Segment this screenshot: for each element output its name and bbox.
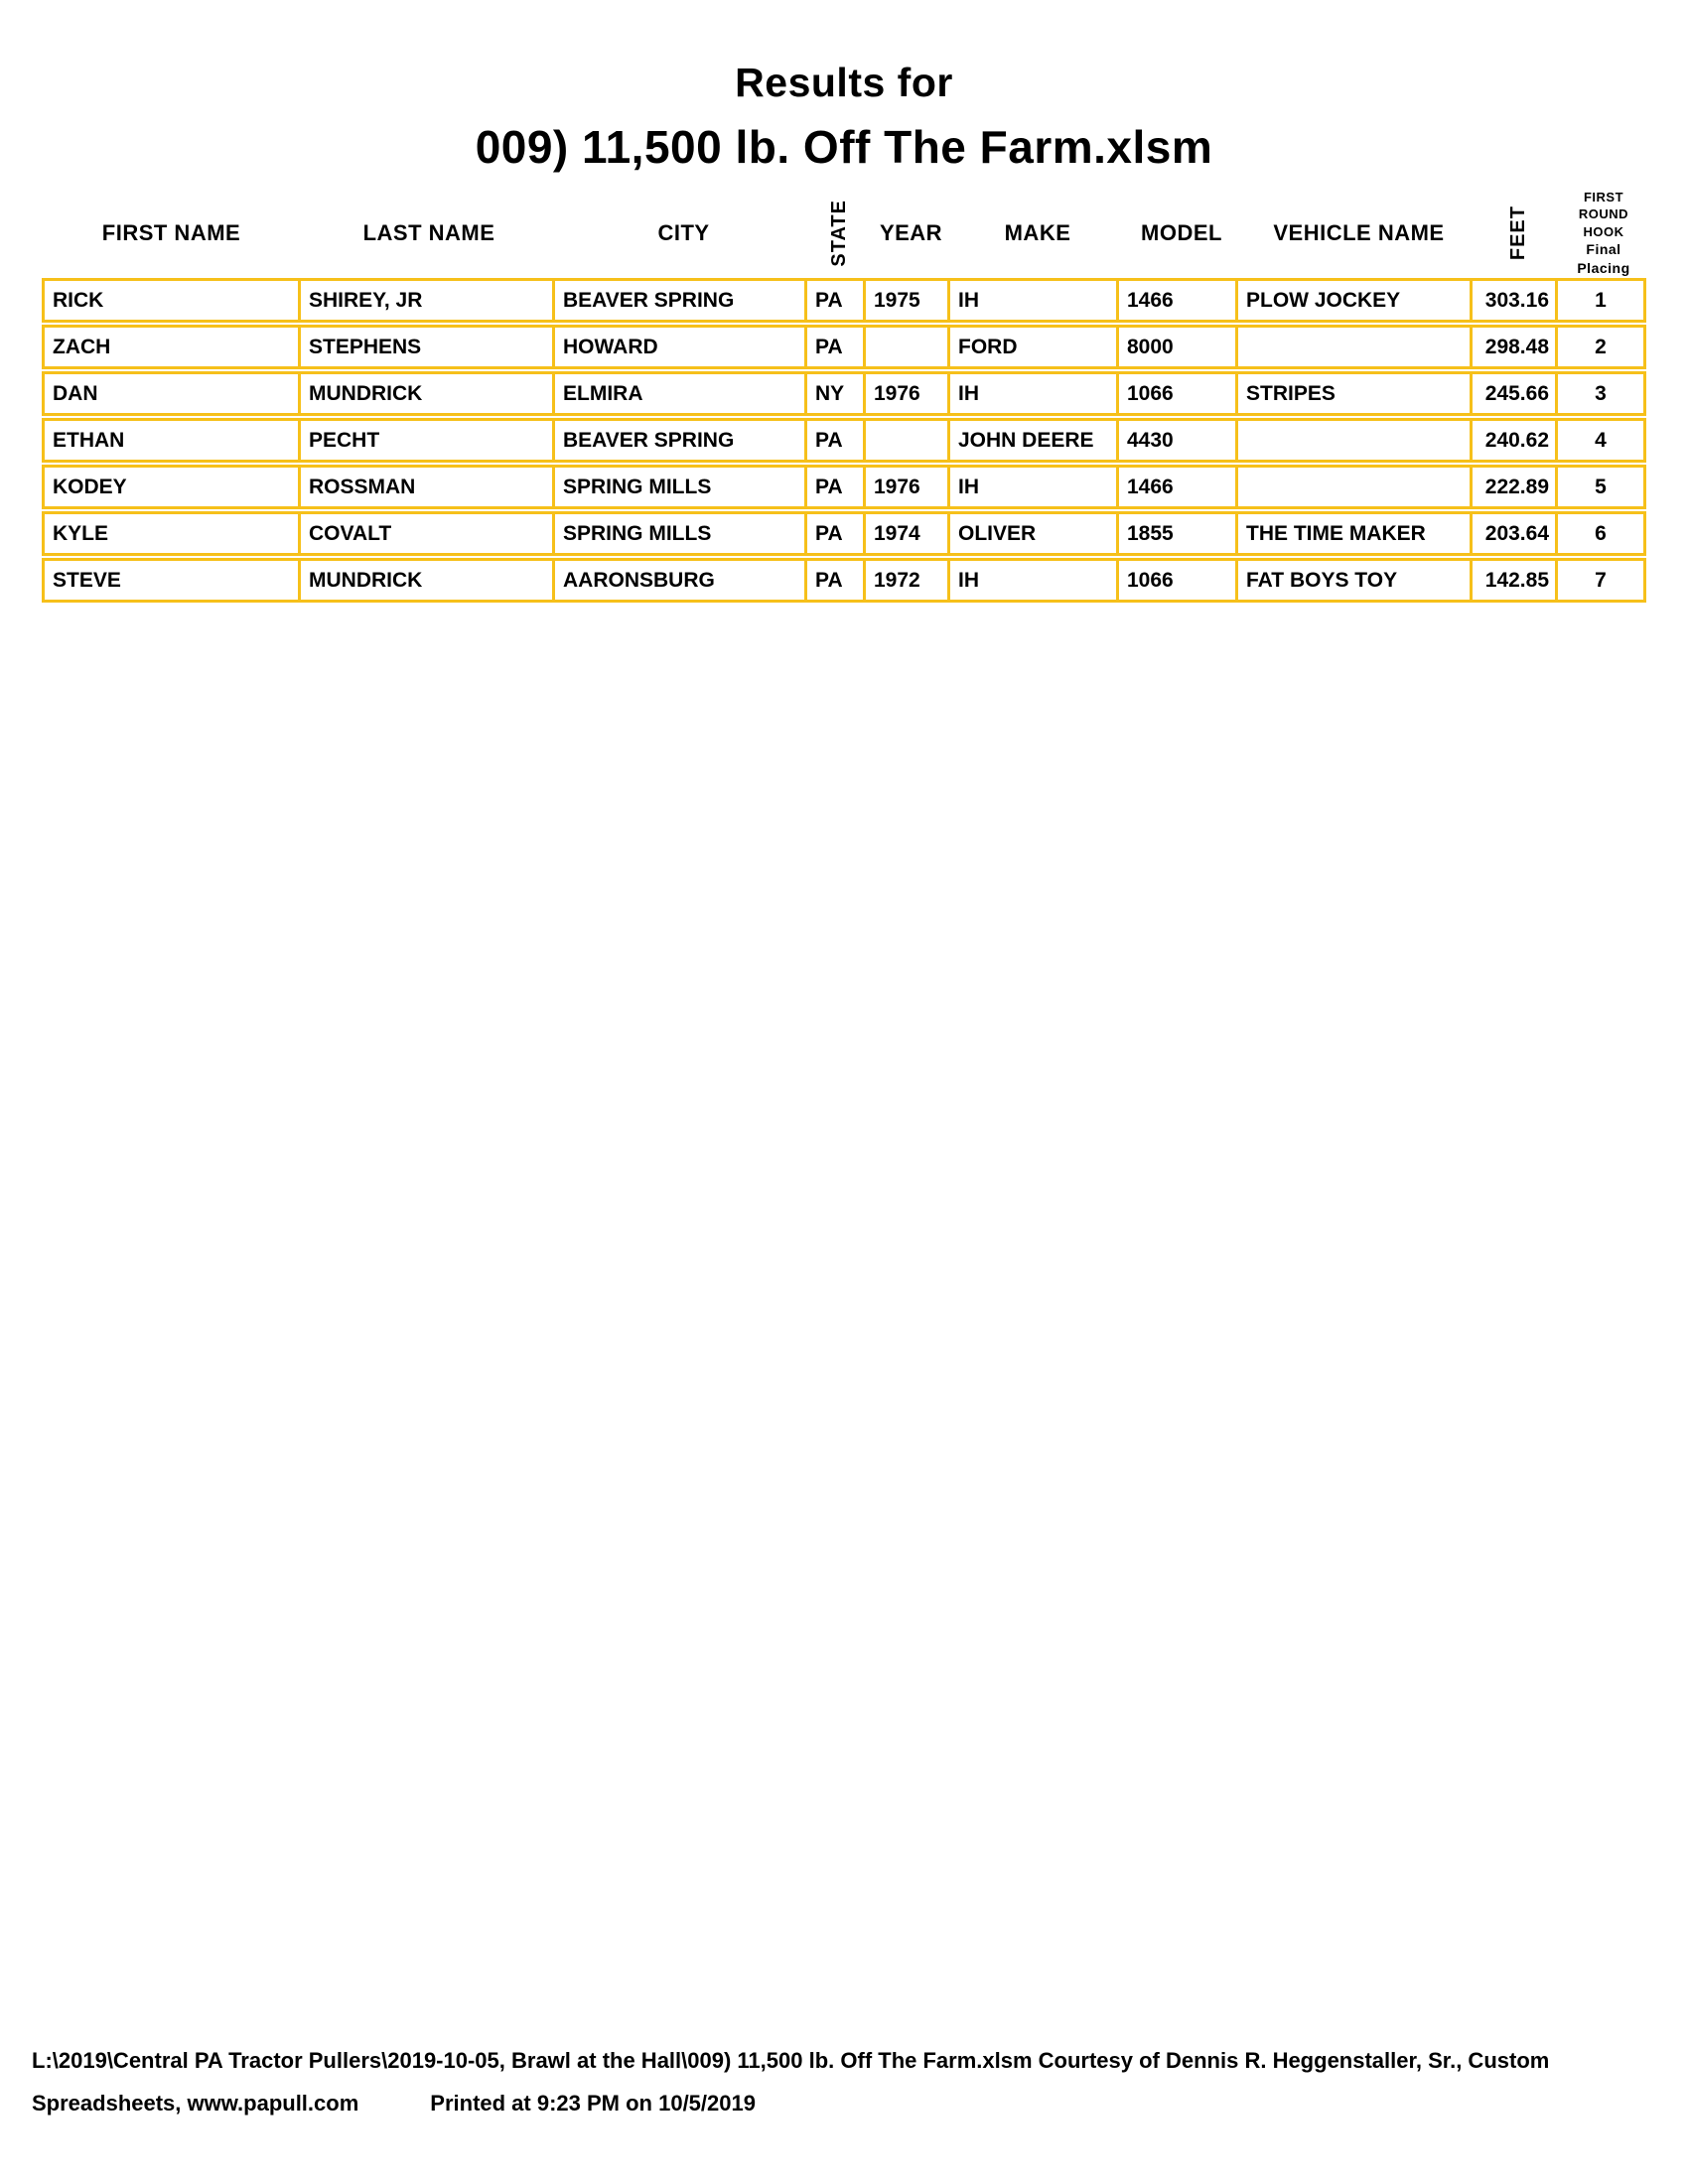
cell-make: JOHN DEERE [950,421,1119,460]
cell-vehicle-name: PLOW JOCKEY [1238,281,1473,320]
placing-header-line-2: HOOK [1583,223,1624,239]
footer-printed-at: Printed at 9:23 PM on 10/5/2019 [430,2091,756,2116]
cell-make: FORD [950,328,1119,366]
cell-model: 1466 [1119,281,1238,320]
cell-vehicle-name: STRIPES [1238,374,1473,413]
cell-first-name: RICK [45,281,301,320]
cell-placing: 7 [1595,568,1607,592]
footer-print-line [32,2091,1660,2116]
cell-vehicle-name: FAT BOYS TOY [1238,561,1473,600]
column-header-last-name: LAST NAME [362,220,495,245]
cell-first-name: STEVE [45,561,301,600]
column-header-model: MODEL [1141,220,1222,245]
cell-first-name: ZACH [45,328,301,366]
cell-year: 1974 [866,514,950,553]
table-row [42,371,1646,416]
cell-year: 1975 [866,281,950,320]
cell-year: 1972 [866,561,950,600]
placing-header-line-3: Final Placing [1577,241,1630,277]
cell-last-name: ROSSMAN [301,468,555,506]
table-header-row [42,189,1646,278]
cell-placing: 2 [1595,335,1607,358]
cell-make: OLIVER [950,514,1119,553]
cell-city: ELMIRA [555,374,807,413]
cell-vehicle-name: THE TIME MAKER [1238,514,1473,553]
cell-first-name: KYLE [45,514,301,553]
cell-year [866,421,950,460]
footer-path-line: L:\2019\Central PA Tractor Pullers\2019-10-05, Brawl at the Hall\009) 11,500 lb. Off The Farm.xlsm Courtesy of Dennis R. Heggenstaller, Sr., Custom [32,2048,1550,2073]
cell-vehicle-name [1238,328,1473,366]
cell-state: PA [807,468,866,506]
column-header-city: CITY [657,220,710,245]
cell-first-name: DAN [45,374,301,413]
cell-placing: 4 [1595,428,1607,452]
cell-last-name: SHIREY, JR [301,281,555,320]
table-row [42,325,1646,369]
placing-header-line-1: FIRST ROUND [1578,189,1629,222]
cell-year [866,328,950,366]
cell-city: SPRING MILLS [555,468,807,506]
cell-make: IH [950,468,1119,506]
column-header-make: MAKE [1004,220,1071,245]
cell-city: SPRING MILLS [555,514,807,553]
cell-state: PA [807,328,866,366]
cell-state: PA [807,421,866,460]
column-header-vehicle-name: VEHICLE NAME [1273,220,1445,245]
table-row [42,511,1646,556]
table-row [42,465,1646,509]
cell-feet: 240.62 [1473,421,1558,460]
cell-feet: 298.48 [1473,328,1558,366]
cell-placing: 3 [1595,381,1607,405]
cell-feet: 303.16 [1473,281,1558,320]
cell-city: HOWARD [555,328,807,366]
page-title [42,60,1646,174]
cell-state: NY [807,374,866,413]
results-table [42,189,1646,605]
cell-model: 1466 [1119,468,1238,506]
table-row [42,418,1646,463]
cell-feet: 203.64 [1473,514,1558,553]
cell-vehicle-name [1238,421,1473,460]
table-row [42,278,1646,323]
cell-year: 1976 [866,468,950,506]
cell-feet: 245.66 [1473,374,1558,413]
cell-model: 4430 [1119,421,1238,460]
cell-make: IH [950,561,1119,600]
cell-last-name: PECHT [301,421,555,460]
cell-city: BEAVER SPRING [555,281,807,320]
cell-placing: 6 [1595,521,1607,545]
cell-last-name: MUNDRICK [301,374,555,413]
cell-state: PA [807,561,866,600]
column-header-placing [1561,189,1646,278]
cell-last-name: COVALT [301,514,555,553]
cell-feet: 222.89 [1473,468,1558,506]
cell-city: BEAVER SPRING [555,421,807,460]
cell-model: 1066 [1119,374,1238,413]
column-header-first-name: FIRST NAME [101,220,241,245]
cell-model: 1066 [1119,561,1238,600]
cell-last-name: STEPHENS [301,328,555,366]
state-rotated-label: STATE [828,200,850,267]
feet-rotated-label: FEET [1507,205,1529,261]
cell-year: 1976 [866,374,950,413]
cell-vehicle-name [1238,468,1473,506]
cell-state: PA [807,514,866,553]
cell-feet: 142.85 [1473,561,1558,600]
title-line-2: 009) 11,500 lb. Off The Farm.xlsm [475,121,1213,173]
table-row [42,558,1646,603]
title-line-1: Results for [735,60,953,105]
cell-first-name: KODEY [45,468,301,506]
cell-city: AARONSBURG [555,561,807,600]
table-body [42,278,1646,603]
column-header-year: YEAR [879,220,943,245]
cell-model: 8000 [1119,328,1238,366]
column-header-feet [1477,189,1561,278]
cell-first-name: ETHAN [45,421,301,460]
placing-header-lines [1561,189,1646,278]
page-footer [32,2048,1660,2116]
cell-placing: 5 [1595,475,1607,498]
column-header-state [810,189,869,278]
cell-model: 1855 [1119,514,1238,553]
cell-last-name: MUNDRICK [301,561,555,600]
cell-placing: 1 [1595,288,1607,312]
cell-make: IH [950,374,1119,413]
cell-state: PA [807,281,866,320]
footer-website-text: Spreadsheets, www.papull.com [32,2091,359,2116]
cell-make: IH [950,281,1119,320]
